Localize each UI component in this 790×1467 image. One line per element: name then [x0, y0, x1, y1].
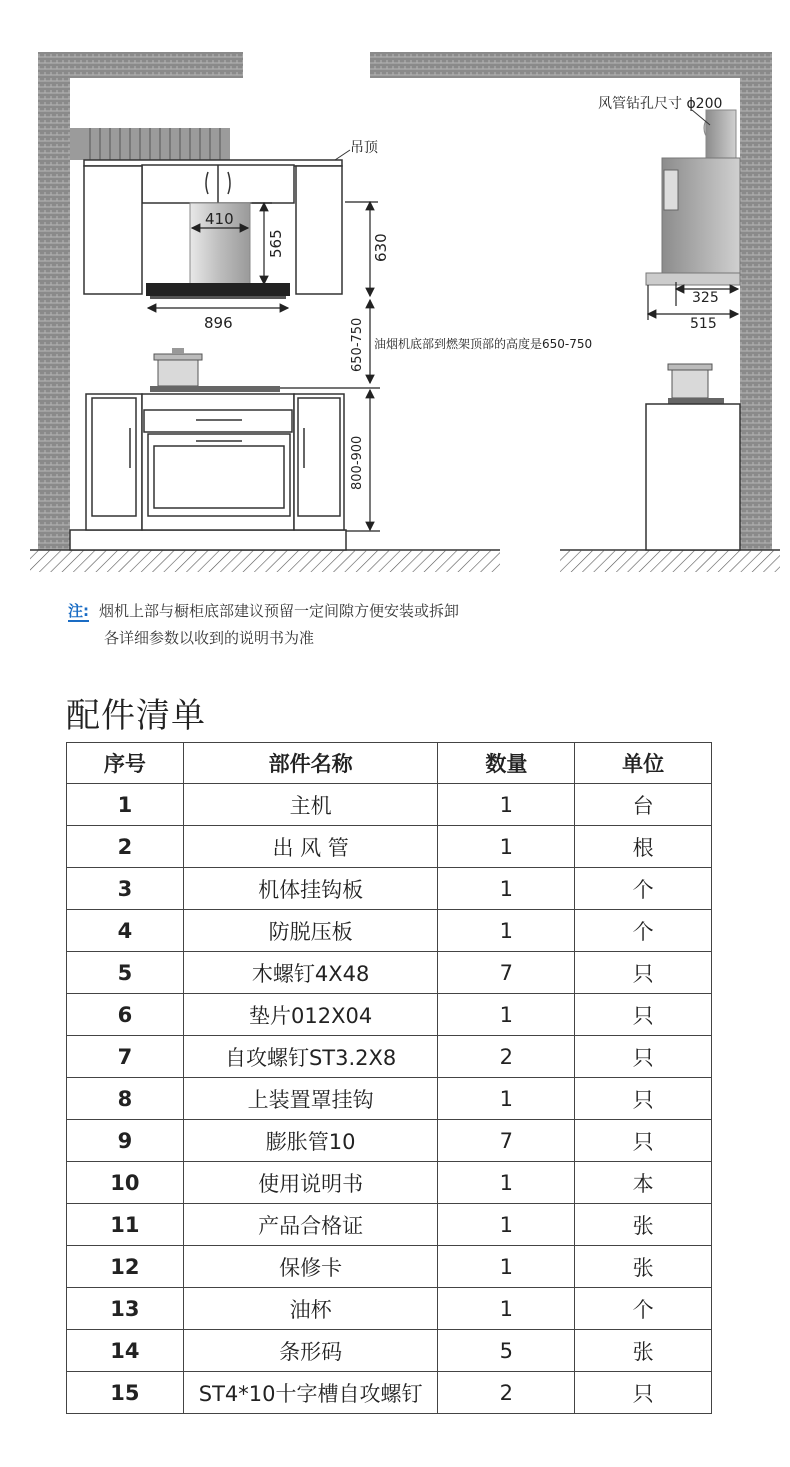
- row-qty: 1: [438, 868, 575, 910]
- row-no: 10: [67, 1162, 184, 1204]
- row-no: 11: [67, 1204, 184, 1246]
- row-no: 13: [67, 1288, 184, 1330]
- row-unit: 只: [575, 952, 712, 994]
- table-row: [67, 910, 712, 952]
- table-row: [67, 994, 712, 1036]
- table-row: [67, 784, 712, 826]
- cabinet-height: 630: [372, 233, 390, 262]
- row-qty: 7: [438, 1120, 575, 1162]
- floor: [30, 550, 780, 572]
- row-unit: 张: [575, 1204, 712, 1246]
- table-header-row: [67, 743, 712, 784]
- row-unit: 只: [575, 1078, 712, 1120]
- installation-diagram: [0, 0, 790, 590]
- row-name: 机体挂钩板: [183, 868, 438, 910]
- row-no: 8: [67, 1078, 184, 1120]
- row-no: 4: [67, 910, 184, 952]
- row-qty: 2: [438, 1372, 575, 1414]
- row-qty: 1: [438, 994, 575, 1036]
- row-qty: 1: [438, 784, 575, 826]
- header-unit: 单位: [575, 743, 712, 784]
- header-name: 部件名称: [183, 743, 438, 784]
- row-qty: 1: [438, 1288, 575, 1330]
- row-no: 5: [67, 952, 184, 994]
- row-name: 主机: [183, 784, 438, 826]
- note-line-2: 各详细参数以收到的说明书为准: [104, 629, 315, 647]
- table-row: [67, 1120, 712, 1162]
- table-row: [67, 1078, 712, 1120]
- row-name: 条形码: [183, 1330, 438, 1372]
- install-note: 油烟机底部到燃架顶部的高度是650-750: [374, 337, 593, 351]
- hood-width-bottom: 896: [204, 314, 233, 332]
- row-qty: 1: [438, 1204, 575, 1246]
- row-unit: 张: [575, 1246, 712, 1288]
- row-qty: 1: [438, 1246, 575, 1288]
- accessories-table: [66, 742, 712, 1414]
- base-cabinets: [70, 394, 346, 550]
- row-name: 木螺钉4X48: [183, 952, 438, 994]
- row-unit: 个: [575, 910, 712, 952]
- row-unit: 个: [575, 868, 712, 910]
- row-name: 上装置罩挂钩: [183, 1078, 438, 1120]
- row-unit: 张: [575, 1330, 712, 1372]
- counter-height: 800-900: [350, 435, 365, 490]
- header-qty: 数量: [438, 743, 575, 784]
- row-no: 7: [67, 1036, 184, 1078]
- row-name: 油杯: [183, 1288, 438, 1330]
- side-depth-outer: 515: [690, 316, 717, 332]
- table-row: [67, 1246, 712, 1288]
- install-height: 650-750: [350, 317, 365, 372]
- row-no: 1: [67, 784, 184, 826]
- row-unit: 只: [575, 994, 712, 1036]
- table-row: [67, 1330, 712, 1372]
- row-name: 膨胀管10: [183, 1120, 438, 1162]
- row-name: 自攻螺钉ST3.2X8: [183, 1036, 438, 1078]
- row-name: ST4*10十字槽自攻螺钉: [183, 1372, 438, 1414]
- row-name: 出 风 管: [183, 826, 438, 868]
- header-no: 序号: [67, 743, 184, 784]
- table-row: [67, 826, 712, 868]
- row-unit: 只: [575, 1372, 712, 1414]
- row-name: 防脱压板: [183, 910, 438, 952]
- note-tag: 注:: [68, 602, 89, 620]
- ceiling-label: 吊顶: [350, 140, 378, 156]
- row-name: 产品合格证: [183, 1204, 438, 1246]
- row-name: 垫片012X04: [183, 994, 438, 1036]
- exhaust-duct: [70, 128, 230, 160]
- table-row: [67, 952, 712, 994]
- row-unit: 本: [575, 1162, 712, 1204]
- hood-width-top: 410: [205, 210, 234, 228]
- duct-label: 风管钻孔尺寸 ϕ200: [598, 96, 723, 112]
- row-no: 14: [67, 1330, 184, 1372]
- table-row: [67, 1036, 712, 1078]
- row-qty: 1: [438, 1162, 575, 1204]
- row-qty: 1: [438, 910, 575, 952]
- row-name: 使用说明书: [183, 1162, 438, 1204]
- note-line-1: 烟机上部与橱柜底部建议预留一定间隙方便安装或拆卸: [99, 602, 460, 620]
- table-row: [67, 868, 712, 910]
- install-note-block: [68, 598, 748, 652]
- row-no: 12: [67, 1246, 184, 1288]
- hood-height: 565: [267, 229, 285, 258]
- row-unit: 台: [575, 784, 712, 826]
- side-hood: [646, 110, 740, 285]
- row-qty: 7: [438, 952, 575, 994]
- row-unit: 只: [575, 1120, 712, 1162]
- row-no: 3: [67, 868, 184, 910]
- row-qty: 1: [438, 1078, 575, 1120]
- pot-icon: [150, 348, 280, 392]
- row-qty: 1: [438, 826, 575, 868]
- row-no: 15: [67, 1372, 184, 1414]
- row-qty: 5: [438, 1330, 575, 1372]
- row-qty: 2: [438, 1036, 575, 1078]
- side-depth-inner: 325: [692, 290, 719, 306]
- table-row: [67, 1288, 712, 1330]
- row-unit: 根: [575, 826, 712, 868]
- side-counter: [646, 364, 740, 550]
- accessories-title: 配件清单: [66, 696, 206, 736]
- row-unit: 只: [575, 1036, 712, 1078]
- table-row: [67, 1162, 712, 1204]
- row-no: 2: [67, 826, 184, 868]
- table-row: [67, 1372, 712, 1414]
- row-no: 6: [67, 994, 184, 1036]
- row-unit: 个: [575, 1288, 712, 1330]
- table-row: [67, 1204, 712, 1246]
- row-name: 保修卡: [183, 1246, 438, 1288]
- row-no: 9: [67, 1120, 184, 1162]
